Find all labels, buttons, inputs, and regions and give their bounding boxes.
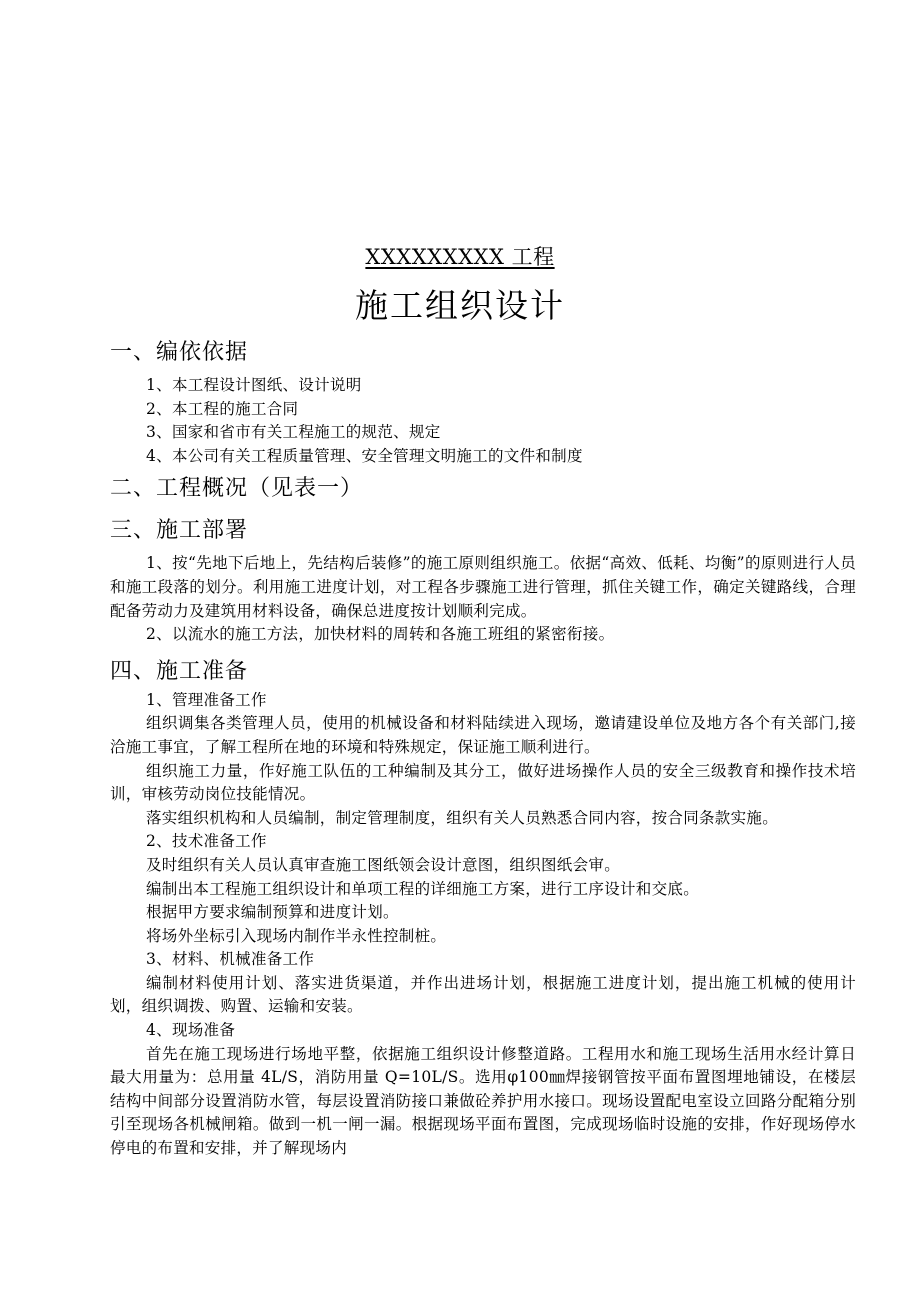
basis-item: 1、本工程设计图纸、设计说明 (146, 376, 362, 394)
section-heading-preparation: 四、施工准备 (110, 658, 249, 684)
technical-paragraph: 及时组织有关人员认真审查施工图纸领会设计意图，组织图纸会审。 (146, 855, 621, 874)
project-title: XXXXXXXXX 工程 (365, 245, 555, 269)
section-heading-overview: 二、工程概况（见表一） (110, 476, 364, 502)
materials-paragraph: 编制材料使用计划、落实进货渠道，并作出进场计划，根据施工进度计划，提出施工机械的使用计划，组织调拨、购置、运输和安装。 (110, 973, 856, 1016)
management-paragraph: 落实组织机构和人员编制，制定管理制度，组织有关人员熟悉合同内容，按合同条款实施。 (146, 808, 779, 827)
technical-paragraph: 编制出本工程施工组织设计和单项工程的详细施工方案，进行工序设计和交底。 (146, 879, 700, 898)
basis-item: 3、国家和省市有关工程施工的规范、规定 (146, 423, 441, 442)
site-paragraph: 首先在施工现场进行场地平整，依据施工组织设计修整道路。工程用水和施工现场生活用水经计算日最大用量为：总用量 4L/S，消防用量 Q=10L/S。选用φ100㎜焊接钢管按平面布置图埋地铺设，在楼层结构中间部分设置消防水管，每层设置消防接口兼做砼养护用水接口。现场设置配电室设立回路分配箱分别引至现场各机械闸箱。做到一机一闸一漏。根据现场平面布置图，完成现场临时设施的安排，作好现场停水停电的布置和安排，并了解现场内 (110, 1044, 856, 1158)
section-heading-basis: 一、编依依据 (110, 340, 249, 365)
section-heading-deployment: 三、施工部署 (110, 518, 249, 544)
basis-item: 2、本工程的施工合同 (146, 399, 299, 418)
subsection-title-site: 4、现场准备 (146, 1021, 236, 1040)
document-body (110, 336, 856, 1161)
subsection-title-technical: 2、技术准备工作 (146, 832, 267, 851)
management-paragraph: 组织调集各类管理人员，使用的机械设备和材料陆续进入现场，邀请建设单位及地方各个有关部门,接洽施工事宜，了解工程所在地的环境和特殊规定，保证施工顺利进行。 (110, 714, 856, 756)
technical-paragraph: 将场外坐标引入现场内制作半永性控制桩。 (146, 926, 447, 945)
basis-item: 4、本公司有关工程质量管理、安全管理文明施工的文件和制度 (146, 446, 583, 465)
document-main-title: 施工组织设计 (355, 286, 565, 325)
management-paragraph: 组织施工力量，作好施工队伍的工种编制及其分工，做好进场操作人员的安全三级教育和操作技术培训，审核劳动岗位技能情况。 (110, 761, 856, 804)
deployment-paragraph: 1、按“先地下后地上，先结构后装修”的施工原则组织施工。依据“高效、低耗、均衡”的原则进行人员和施工段落的划分。利用施工进度计划，对工程各步骤施工进行管理，抓住关键工作，确定关键路线，合理配备劳动力及建筑用材料设备，确保总进度按计划顺利完成。 (110, 554, 856, 620)
technical-paragraph: 根据甲方要求编制预算和进度计划。 (146, 903, 399, 922)
deployment-paragraph: 2、以流水的施工方法，加快材料的周转和各施工班组的紧密衔接。 (146, 625, 615, 644)
subsection-title-materials: 3、材料、机械准备工作 (146, 950, 315, 969)
subsection-title-management: 1、管理准备工作 (146, 690, 267, 709)
